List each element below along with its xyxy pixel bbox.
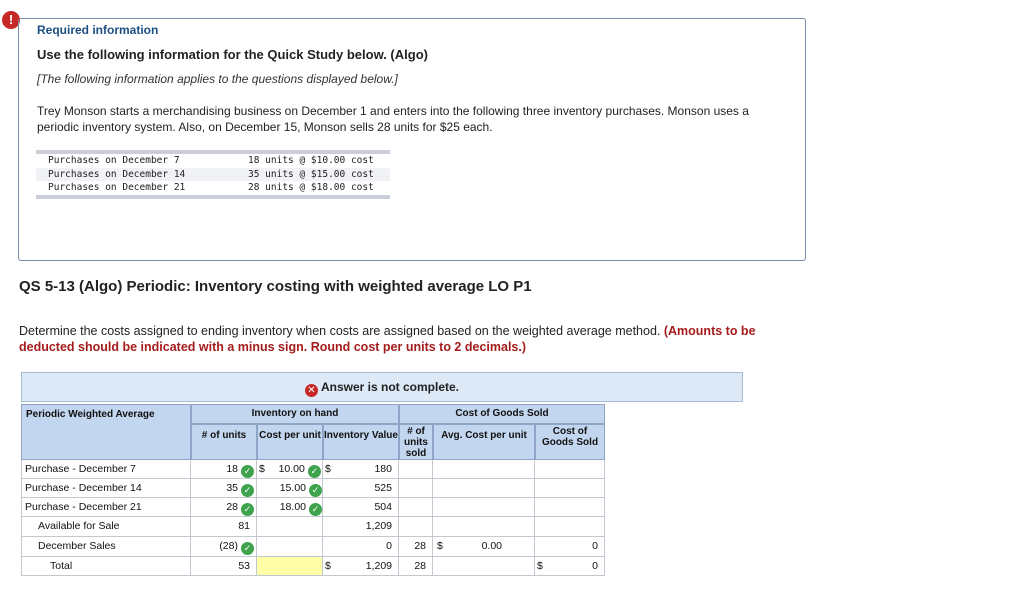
purchase-row [36,154,390,168]
avg-cost-cell [433,517,535,537]
table-title: Periodic Weighted Average [21,404,191,460]
cost-per-unit-cell [257,537,323,557]
units-input[interactable] [191,479,257,498]
purchase-value: 28 units @ $18.00 cost [248,182,374,193]
avg-cost-cell [433,557,535,576]
cogs-header: Cost of Goods Sold [535,424,605,460]
units-value: 35 [226,482,238,494]
cost-value: 18.00 [279,501,306,513]
check-icon: ✓ [241,503,254,516]
cost-per-unit-header: Cost per unit [257,424,323,460]
cost-per-unit-input[interactable] [257,460,323,479]
cogs-cell [535,460,605,479]
cogs-cell [535,517,605,537]
units-sold-header: # of units sold [399,424,433,460]
currency-symbol: $ [325,463,331,475]
units-input[interactable] [191,498,257,517]
row-label: Purchase - December 7 [21,460,191,479]
currency-symbol: $ [259,463,265,475]
units-value: 18 [226,463,238,475]
row-label: December Sales [21,537,191,557]
cost-value: 10.00 [278,463,305,475]
purchase-value: 35 units @ $15.00 cost [248,168,374,180]
applies-note: [The following information applies to the questions displayed below.] [37,72,398,86]
incorrect-icon: ✕ [305,384,318,397]
currency-symbol: $ [437,540,443,552]
purchases-table [36,150,390,199]
units-sold-value: 28 [399,557,433,576]
currency-symbol: $ [325,560,331,572]
alert-icon: ! [2,11,20,29]
units-value: (28) [219,540,238,552]
cogs-cell [535,479,605,498]
inventory-value: 1,209 [365,560,392,572]
purchase-row [36,181,390,195]
instruction-text: Determine the costs assigned to ending inventory when costs are assigned based on the weighted average method. [19,324,661,338]
cogs-cell [535,498,605,517]
units-sold-cell [399,498,433,517]
answer-status-banner [21,372,743,402]
answer-status-text: Answer is not complete. [320,380,460,394]
problem-paragraph: Trey Monson starts a merchandising business on December 1 and enters into the following three inventory purchases. Monson uses a periodic inventory system. Also, on December 15, Monson sells 28 units for $25 each. [37,104,749,134]
cogs-cell [535,557,605,576]
avg-cost-cell [433,479,535,498]
inventory-value: 1,209 [323,517,399,537]
row-label: Total [21,557,191,576]
check-icon: ✓ [309,503,322,516]
currency-symbol: $ [537,560,543,572]
avg-cost-cell [433,537,535,557]
row-label: Purchase - December 21 [21,498,191,517]
cost-per-unit-cell [257,517,323,537]
required-information-heading: Required information [37,23,159,37]
inventory-value-cell [323,557,399,576]
check-icon: ✓ [309,484,322,497]
check-icon: ✓ [241,465,254,478]
purchase-label: Purchases on December 7 [48,155,180,166]
question-title: QS 5-13 (Algo) Periodic: Inventory costing with weighted average LO P1 [19,278,532,295]
purchase-row [36,168,390,182]
avg-cost-value: 0.00 [481,540,502,552]
purchase-value: 18 units @ $10.00 cost [248,155,374,166]
instructions [19,323,809,355]
units-value: 28 [226,501,238,513]
cost-per-unit-input[interactable] [257,479,323,498]
purchase-label: Purchases on December 21 [48,182,186,193]
units-value: 81 [191,517,257,537]
cost-per-unit-input[interactable] [257,498,323,517]
cost-value: 15.00 [279,482,306,494]
cogs-value: 0 [592,560,598,572]
cogs-group-header: Cost of Goods Sold [399,404,605,424]
check-icon: ✓ [241,542,254,555]
units-sold-value: 28 [399,537,433,557]
cost-per-unit-total-input[interactable] [257,557,323,576]
inventory-value-cell [323,460,399,479]
avg-cost-cell [433,498,535,517]
inventory-value: 504 [323,498,399,517]
use-following-heading: Use the following information for the Quick Study below. (Algo) [37,47,428,62]
inventory-value-header: Inventory Value [323,424,399,460]
inventory-on-hand-header: Inventory on hand [191,404,399,424]
inventory-value: 180 [374,463,392,475]
cogs-value: 0 [535,537,605,557]
purchase-label: Purchases on December 14 [48,168,186,180]
inventory-value: 0 [323,537,399,557]
inventory-value: 525 [323,479,399,498]
check-icon: ✓ [308,465,321,478]
check-icon: ✓ [241,484,254,497]
units-input[interactable] [191,537,257,557]
units-sold-cell [399,517,433,537]
row-label: Available for Sale [21,517,191,537]
avg-cost-cell [433,460,535,479]
units-value: 53 [191,557,257,576]
row-label: Purchase - December 14 [21,479,191,498]
units-sold-cell [399,460,433,479]
avg-cost-header: Avg. Cost per unit [433,424,535,460]
units-input[interactable] [191,460,257,479]
instruction-note: (Amounts to be deducted should be indicated with a minus sign. Round cost per units to 2 decimals.) [19,324,756,354]
units-header: # of units [191,424,257,460]
units-sold-cell [399,479,433,498]
